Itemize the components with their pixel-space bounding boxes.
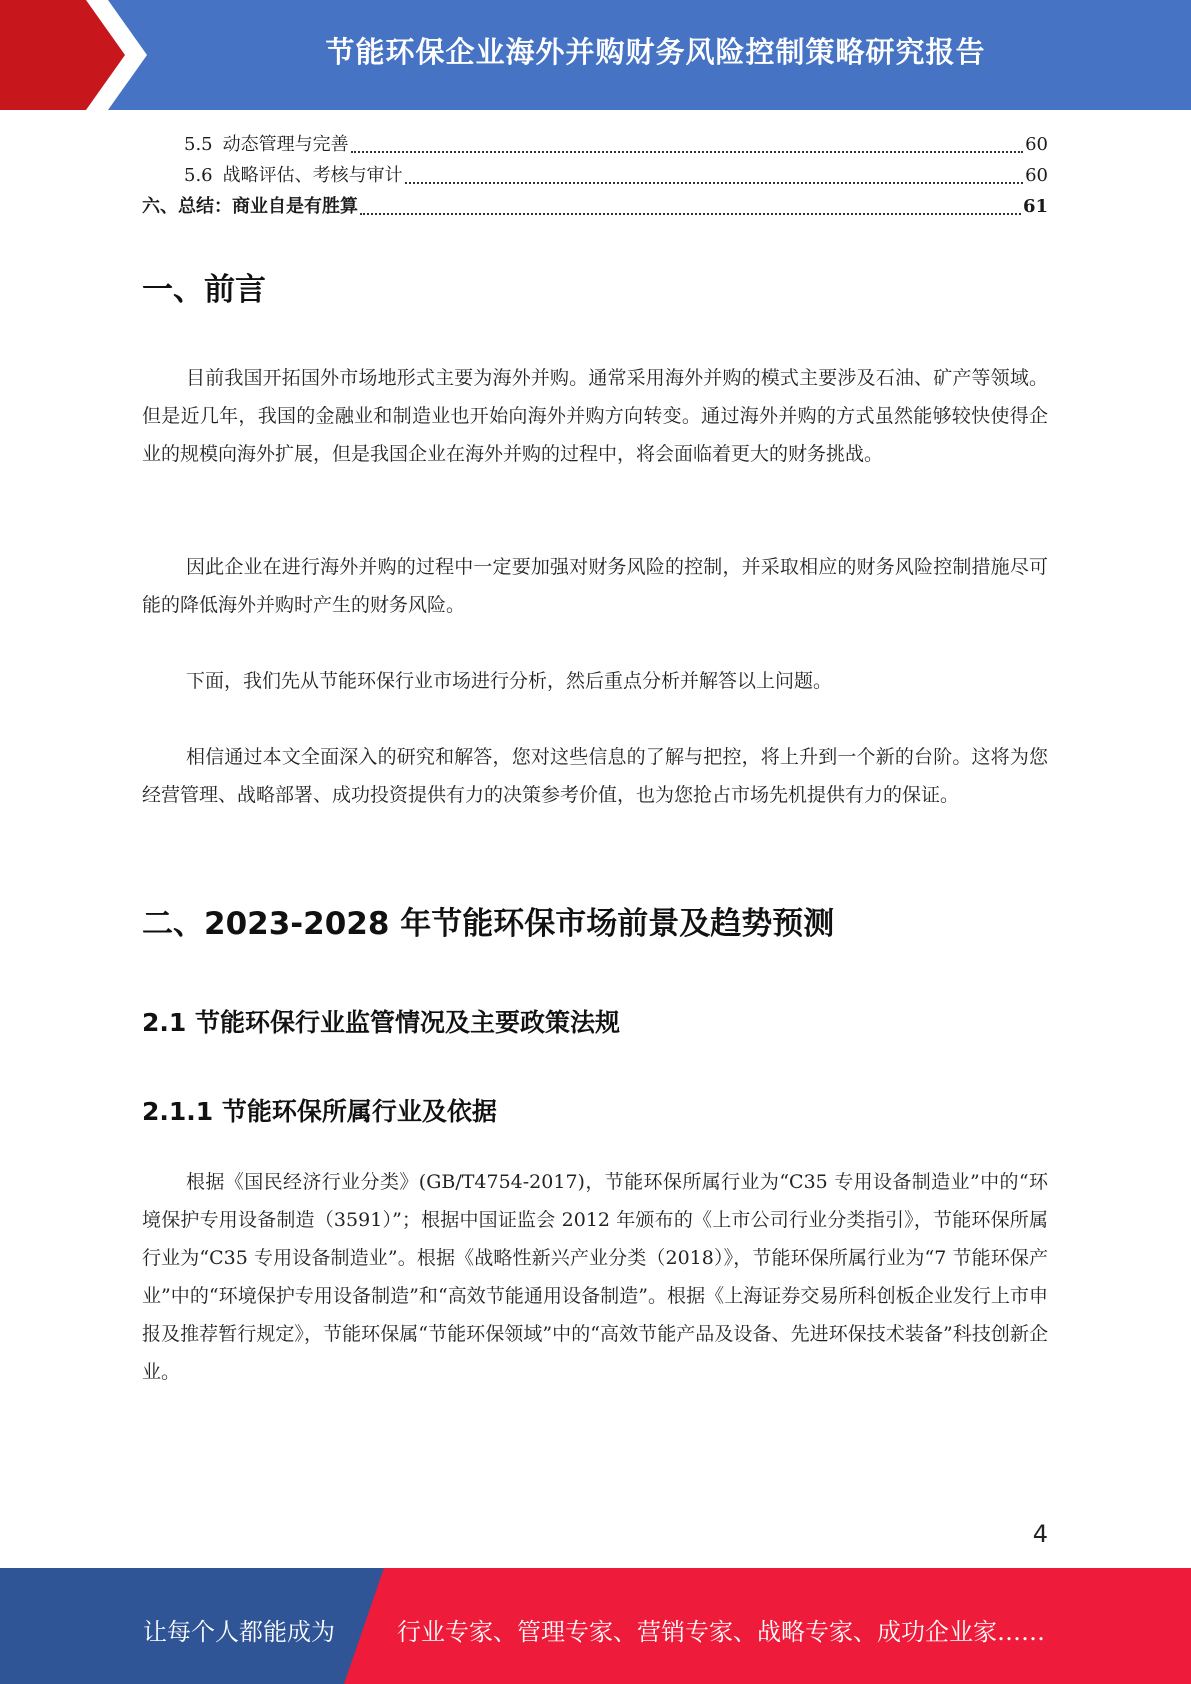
page-header [0, 0, 1191, 110]
paragraph: 因此企业在进行海外并购的过程中一定要加强对财务风险的控制，并采取相应的财务风险控制措施尽可能的降低海外并购时产生的财务风险。 [142, 556, 1048, 616]
toc-entry-label: 动态管理与完善 [222, 134, 349, 155]
subsection-heading-regulation: 2.1 节能环保行业监管情况及主要政策法规 [142, 1008, 620, 1037]
toc-entry-number: 5.6 [184, 165, 213, 186]
paragraph: 目前我国开拓国外市场地形式主要为海外并购。通常采用海外并购的模式主要涉及石油、矿产等领域。但是近几年，我国的金融业和制造业也开始向海外并购方向转变。通过海外并购的方式虽然能够较快使得企业的规模向海外扩展，但是我国企业在海外并购的过程中，将会面临着更大的财务挑战。 [142, 367, 1048, 465]
report-title: 节能环保企业海外并购财务风险控制策略研究报告 [325, 35, 986, 69]
toc-entry[interactable] [142, 192, 1048, 223]
paragraph: 相信通过本文全面深入的研究和解答，您对这些信息的了解与把控，将上升到一个新的台阶。这将为您经营管理、战略部署、成功投资提供有力的决策参考价值，也为您抢占市场先机提供有力的保证。 [142, 746, 1048, 806]
toc-leader-dots [351, 151, 1023, 153]
section-heading-market-outlook: 二、2023-2028 年节能环保市场前景及趋势预测 [142, 906, 835, 942]
subsection-heading-industry-basis: 2.1.1 节能环保所属行业及依据 [142, 1097, 497, 1126]
header-chevron-decoration [0, 0, 160, 110]
toc-entry[interactable] [142, 161, 1048, 192]
toc-entry-label: 六、总结：商业自是有胜算 [142, 196, 358, 217]
page-number: 4 [1032, 1520, 1048, 1548]
paragraph: 下面，我们先从节能环保行业市场进行分析，然后重点分析并解答以上问题。 [186, 670, 833, 692]
section-heading-preface: 一、前言 [142, 272, 266, 308]
toc-entry-page: 60 [1025, 134, 1048, 155]
page-footer [0, 1568, 1191, 1684]
paragraph: 根据《国民经济行业分类》(GB/T4754-2017)，节能环保所属行业为“C35 专用设备制造业”中的“环境保护专用设备制造（3591）”；根据中国证监会 2012 年颁布的《上市公司行业分类指引》，节能环保所属行业为“C35 专用设备制造业”。根据《战略性新兴产业分类（2018）》，节能环保所属行业为“7 节能环保产业”中的“环境保护专用设备制造”和“高效节能通用设备制造”。根据《上海证券交易所科创板企业发行上市申报及推荐暂行规定》，节能环保属“节能环保领域”中的“高效节能产品及设备、先进环保技术装备”科技创新企业。 [142, 1171, 1048, 1383]
toc-leader-dots [360, 213, 1021, 215]
table-of-contents [142, 130, 1048, 223]
footer-slogan-left: 让每个人都能成为 [143, 1618, 335, 1646]
footer-slogan-right: 行业专家、管理专家、营销专家、战略专家、成功企业家…… [397, 1618, 1045, 1646]
toc-entry-label: 战略评估、考核与审计 [222, 165, 403, 186]
toc-entry-page: 61 [1022, 196, 1048, 217]
toc-leader-dots [405, 182, 1023, 184]
toc-entry-number: 5.5 [184, 134, 213, 155]
toc-entry[interactable] [142, 130, 1048, 161]
toc-entry-page: 60 [1025, 165, 1048, 186]
